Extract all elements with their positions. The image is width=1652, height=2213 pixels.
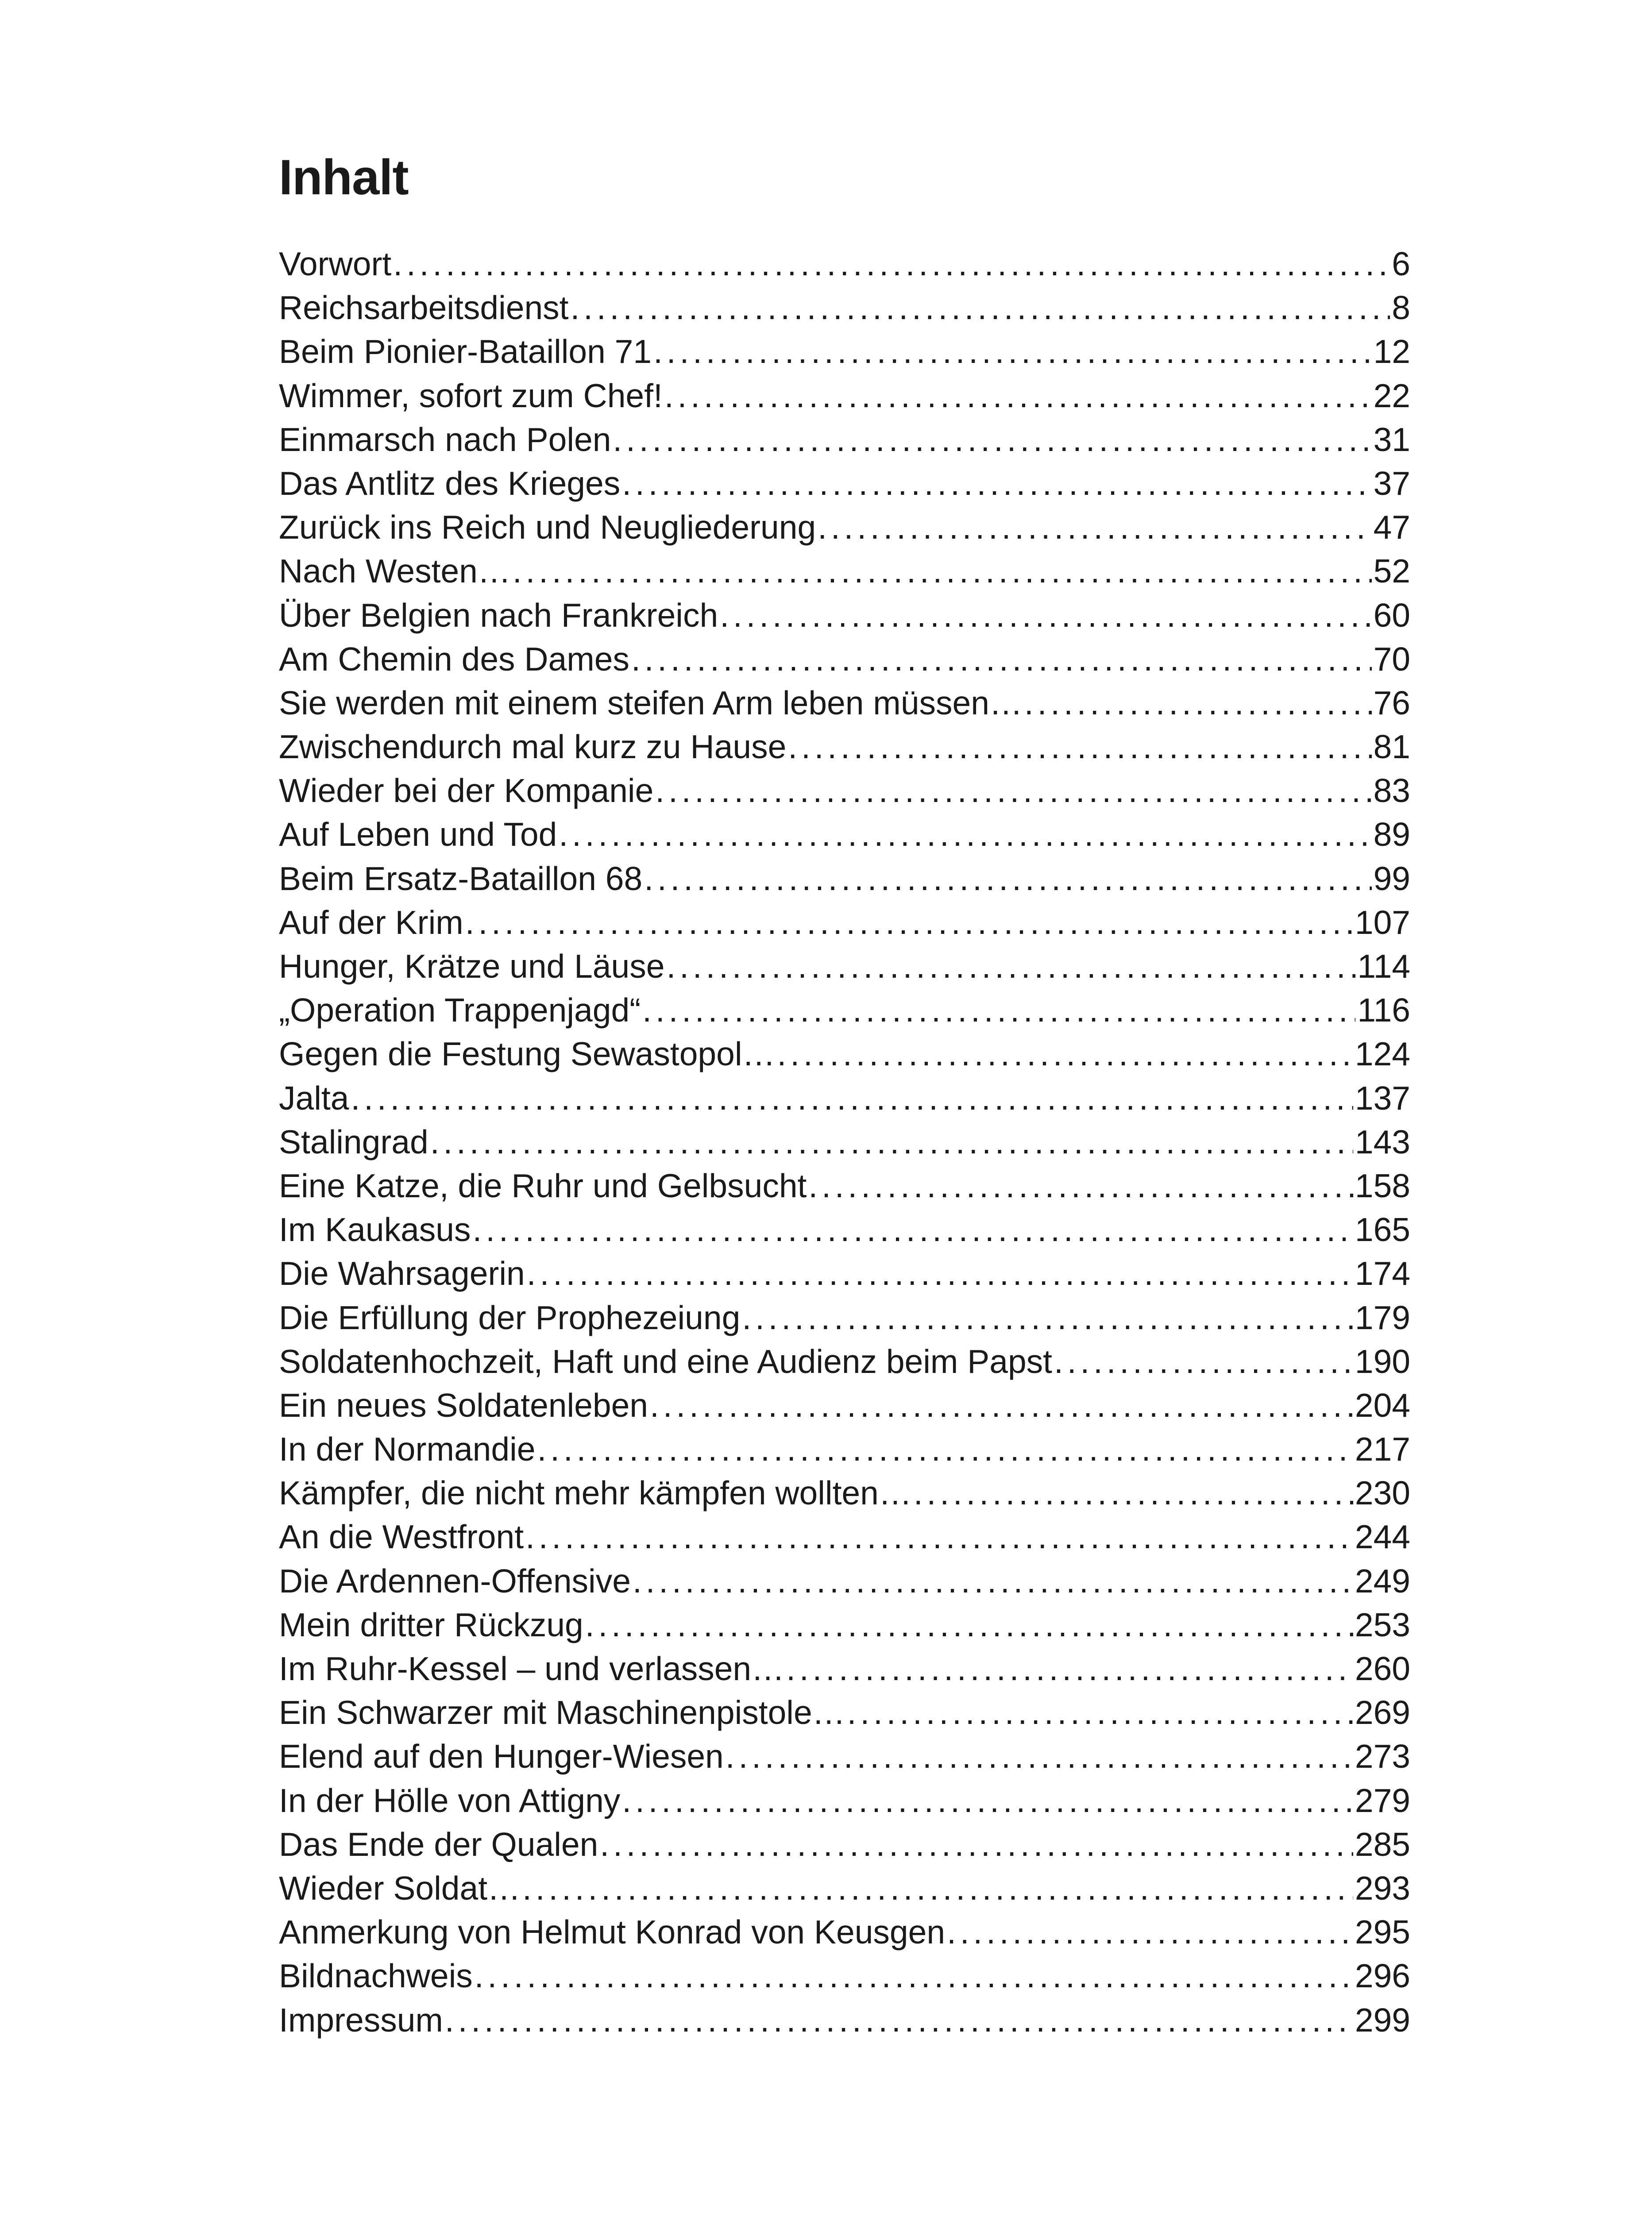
toc-entry-title: Wieder bei der Kompanie xyxy=(279,772,654,810)
toc-entry xyxy=(279,1823,1410,1866)
dot-leader xyxy=(1024,681,1372,725)
toc-entry-title: Die Ardennen-Offensive xyxy=(279,1562,631,1600)
toc-entry-title: Soldatenhochzeit, Haft und eine Audienz beim Papst xyxy=(279,1342,1053,1380)
toc-entry-page-number: 47 xyxy=(1373,509,1410,546)
toc-entry-title: Anmerkung von Helmut Konrad von Keusgen xyxy=(279,1913,946,1951)
toc-entry-title: Stalingrad xyxy=(279,1123,428,1160)
toc-entry-page-number: 81 xyxy=(1373,728,1410,766)
toc-entry-page-number: 12 xyxy=(1373,333,1410,370)
toc-entry xyxy=(279,1471,1410,1515)
dot-leader xyxy=(445,1998,1353,2042)
toc-entry xyxy=(279,637,1410,681)
toc-entry xyxy=(279,1384,1410,1427)
toc-entry-title: An die Westfront xyxy=(279,1518,524,1556)
toc-entry-title: Impressum xyxy=(279,2001,443,2039)
toc-entry-title: In der Normandie xyxy=(279,1430,536,1468)
toc-entry-page-number: 295 xyxy=(1355,1913,1410,1951)
toc-entry xyxy=(279,769,1410,813)
toc-entry-title: Zurück ins Reich und Neugliederung xyxy=(279,509,816,546)
toc-entry xyxy=(279,1032,1410,1076)
page-title: Inhalt xyxy=(279,150,409,205)
toc-entry-page-number: 116 xyxy=(1357,991,1410,1029)
toc-entry-page-number: 296 xyxy=(1355,1957,1410,1995)
dot-leader xyxy=(613,418,1371,462)
toc-entry-page-number: 83 xyxy=(1373,772,1410,810)
toc-entry-page-number: 114 xyxy=(1357,948,1410,985)
dot-leader xyxy=(571,286,1390,330)
toc-entry xyxy=(279,857,1410,901)
dot-leader xyxy=(585,1603,1353,1647)
toc-entry-title: Nach Westen… xyxy=(279,552,511,590)
dot-leader xyxy=(664,374,1372,418)
toc-entry-title: Die Wahrsagerin xyxy=(279,1255,525,1292)
toc-entry-title: Am Chemin des Dames xyxy=(279,640,629,678)
toc-entry-page-number: 179 xyxy=(1355,1299,1410,1336)
table-of-contents xyxy=(279,242,1410,2042)
toc-entry xyxy=(279,1515,1410,1559)
toc-entry xyxy=(279,505,1410,549)
toc-entry xyxy=(279,681,1410,725)
toc-entry-title: Das Antlitz des Krieges xyxy=(279,464,621,502)
toc-entry-page-number: 158 xyxy=(1355,1167,1410,1204)
toc-entry-title: Jalta xyxy=(279,1079,349,1117)
toc-entry-title: Auf der Krim xyxy=(279,903,463,941)
toc-entry xyxy=(279,945,1410,988)
dot-leader xyxy=(622,462,1371,505)
toc-entry-page-number: 260 xyxy=(1355,1650,1410,1687)
toc-entry-page-number: 22 xyxy=(1373,377,1410,414)
dot-leader xyxy=(808,1164,1353,1208)
dot-leader xyxy=(666,945,1355,988)
toc-entry-title: Auf Leben und Tod xyxy=(279,816,557,853)
toc-entry-page-number: 143 xyxy=(1355,1123,1410,1160)
toc-entry-title: Über Belgien nach Frankreich xyxy=(279,596,718,634)
toc-entry xyxy=(279,462,1410,505)
dot-leader xyxy=(622,1779,1353,1823)
toc-entry-title: Zwischendurch mal kurz zu Hause xyxy=(279,728,787,766)
dot-leader xyxy=(818,505,1371,549)
toc-entry-page-number: 8 xyxy=(1392,289,1410,327)
toc-entry-page-number: 293 xyxy=(1355,1869,1410,1907)
toc-entry xyxy=(279,1910,1410,1954)
toc-entry-page-number: 174 xyxy=(1355,1255,1410,1292)
dot-leader xyxy=(475,1954,1353,1998)
dot-leader xyxy=(527,1252,1353,1295)
dot-leader xyxy=(650,1384,1353,1427)
dot-leader xyxy=(525,1515,1353,1559)
toc-entry xyxy=(279,1120,1410,1164)
dot-leader xyxy=(655,769,1371,813)
toc-entry xyxy=(279,1559,1410,1603)
toc-entry-title: Die Erfüllung der Prophezeiung xyxy=(279,1299,741,1336)
toc-entry-page-number: 273 xyxy=(1355,1738,1410,1775)
toc-entry xyxy=(279,1164,1410,1208)
dot-leader xyxy=(522,1866,1353,1910)
toc-entry-title: Gegen die Festung Sewastopol… xyxy=(279,1035,776,1073)
dot-leader xyxy=(1054,1340,1353,1384)
toc-entry-page-number: 107 xyxy=(1355,903,1410,941)
toc-entry-title: Beim Pionier-Bataillon 71 xyxy=(279,333,652,370)
dot-leader xyxy=(726,1735,1353,1778)
toc-entry-page-number: 60 xyxy=(1373,596,1410,634)
toc-entry xyxy=(279,813,1410,856)
toc-entry-page-number: 124 xyxy=(1355,1035,1410,1073)
dot-leader xyxy=(351,1076,1353,1120)
toc-entry xyxy=(279,1603,1410,1647)
toc-entry-page-number: 253 xyxy=(1355,1606,1410,1643)
dot-leader xyxy=(742,1296,1353,1340)
toc-entry-page-number: 204 xyxy=(1355,1386,1410,1424)
toc-entry-title: Beim Ersatz-Bataillon 68 xyxy=(279,860,643,897)
toc-entry-page-number: 217 xyxy=(1355,1430,1410,1468)
dot-leader xyxy=(642,988,1355,1032)
toc-entry xyxy=(279,725,1410,769)
toc-entry-page-number: 70 xyxy=(1373,640,1410,678)
toc-entry xyxy=(279,594,1410,637)
dot-leader xyxy=(720,594,1371,637)
toc-entry-title: Ein Schwarzer mit Maschinenpistole… xyxy=(279,1694,845,1731)
toc-entry-title: Elend auf den Hunger-Wiesen xyxy=(279,1738,724,1775)
toc-entry xyxy=(279,1427,1410,1471)
toc-entry-title: Eine Katze, die Ruhr und Gelbsucht xyxy=(279,1167,807,1204)
toc-entry-page-number: 37 xyxy=(1373,464,1410,502)
dot-leader xyxy=(473,1208,1353,1252)
toc-entry-title: „Operation Trappenjagd“ xyxy=(279,991,641,1029)
toc-entry xyxy=(279,1998,1410,2042)
toc-entry xyxy=(279,901,1410,945)
toc-entry-page-number: 299 xyxy=(1355,2001,1410,2039)
toc-entry-title: Ein neues Soldatenleben xyxy=(279,1386,648,1424)
toc-entry xyxy=(279,242,1410,286)
toc-entry-title: Mein dritter Rückzug xyxy=(279,1606,583,1643)
dot-leader xyxy=(537,1427,1353,1471)
dot-leader xyxy=(777,1032,1353,1076)
toc-entry xyxy=(279,374,1410,418)
toc-entry xyxy=(279,1779,1410,1823)
toc-entry xyxy=(279,1954,1410,1998)
toc-entry-title: Wieder Soldat… xyxy=(279,1869,521,1907)
toc-entry-title: Kämpfer, die nicht mehr kämpfen wollten… xyxy=(279,1474,912,1512)
toc-entry-page-number: 285 xyxy=(1355,1825,1410,1863)
toc-entry xyxy=(279,1076,1410,1120)
toc-entry-page-number: 279 xyxy=(1355,1781,1410,1819)
toc-entry xyxy=(279,988,1410,1032)
toc-entry-title: In der Hölle von Attigny xyxy=(279,1781,621,1819)
dot-leader xyxy=(600,1823,1353,1866)
toc-entry-title: Bildnachweis xyxy=(279,1957,473,1995)
dot-leader xyxy=(847,1691,1353,1735)
toc-entry xyxy=(279,418,1410,462)
toc-entry-page-number: 89 xyxy=(1373,816,1410,853)
toc-entry-page-number: 31 xyxy=(1373,420,1410,458)
dot-leader xyxy=(914,1471,1353,1515)
toc-entry xyxy=(279,1691,1410,1735)
toc-entry-title: Sie werden mit einem steifen Arm leben müssen… xyxy=(279,684,1023,721)
toc-entry-title: Wimmer, sofort zum Chef! xyxy=(279,377,663,414)
toc-entry xyxy=(279,1208,1410,1252)
dot-leader xyxy=(430,1120,1353,1164)
toc-entry xyxy=(279,1340,1410,1384)
toc-entry-title: Das Ende der Qualen xyxy=(279,1825,598,1863)
dot-leader xyxy=(644,857,1371,901)
dot-leader xyxy=(513,549,1372,593)
toc-entry-page-number: 190 xyxy=(1355,1342,1410,1380)
dot-leader xyxy=(947,1910,1353,1954)
toc-entry xyxy=(279,1866,1410,1910)
toc-entry-title: Einmarsch nach Polen xyxy=(279,420,611,458)
toc-entry-page-number: 137 xyxy=(1355,1079,1410,1117)
toc-entry xyxy=(279,549,1410,593)
toc-entry-page-number: 244 xyxy=(1355,1518,1410,1556)
toc-entry xyxy=(279,1252,1410,1295)
dot-leader xyxy=(633,1559,1353,1603)
dot-leader xyxy=(786,1647,1353,1691)
toc-entry-page-number: 6 xyxy=(1392,245,1410,282)
toc-entry xyxy=(279,286,1410,330)
toc-entry-page-number: 76 xyxy=(1373,684,1410,721)
toc-entry xyxy=(279,330,1410,374)
toc-entry-title: Hunger, Krätze und Läuse xyxy=(279,948,665,985)
toc-entry xyxy=(279,1735,1410,1778)
toc-entry-title: Vorwort xyxy=(279,245,392,282)
toc-entry-page-number: 165 xyxy=(1355,1211,1410,1249)
dot-leader xyxy=(631,637,1372,681)
toc-entry-page-number: 52 xyxy=(1373,552,1410,590)
toc-entry-title: Im Ruhr-Kessel – und verlassen… xyxy=(279,1650,785,1687)
dot-leader xyxy=(393,242,1390,286)
toc-entry-page-number: 99 xyxy=(1373,860,1410,897)
dot-leader xyxy=(788,725,1371,769)
toc-entry-page-number: 249 xyxy=(1355,1562,1410,1600)
toc-entry-page-number: 269 xyxy=(1355,1694,1410,1731)
toc-entry xyxy=(279,1296,1410,1340)
toc-entry-title: Reichsarbeitsdienst xyxy=(279,289,569,327)
dot-leader xyxy=(653,330,1371,374)
dot-leader xyxy=(559,813,1371,856)
dot-leader xyxy=(465,901,1353,945)
toc-entry-title: Im Kaukasus xyxy=(279,1211,471,1249)
toc-entry xyxy=(279,1647,1410,1691)
toc-entry-page-number: 230 xyxy=(1355,1474,1410,1512)
